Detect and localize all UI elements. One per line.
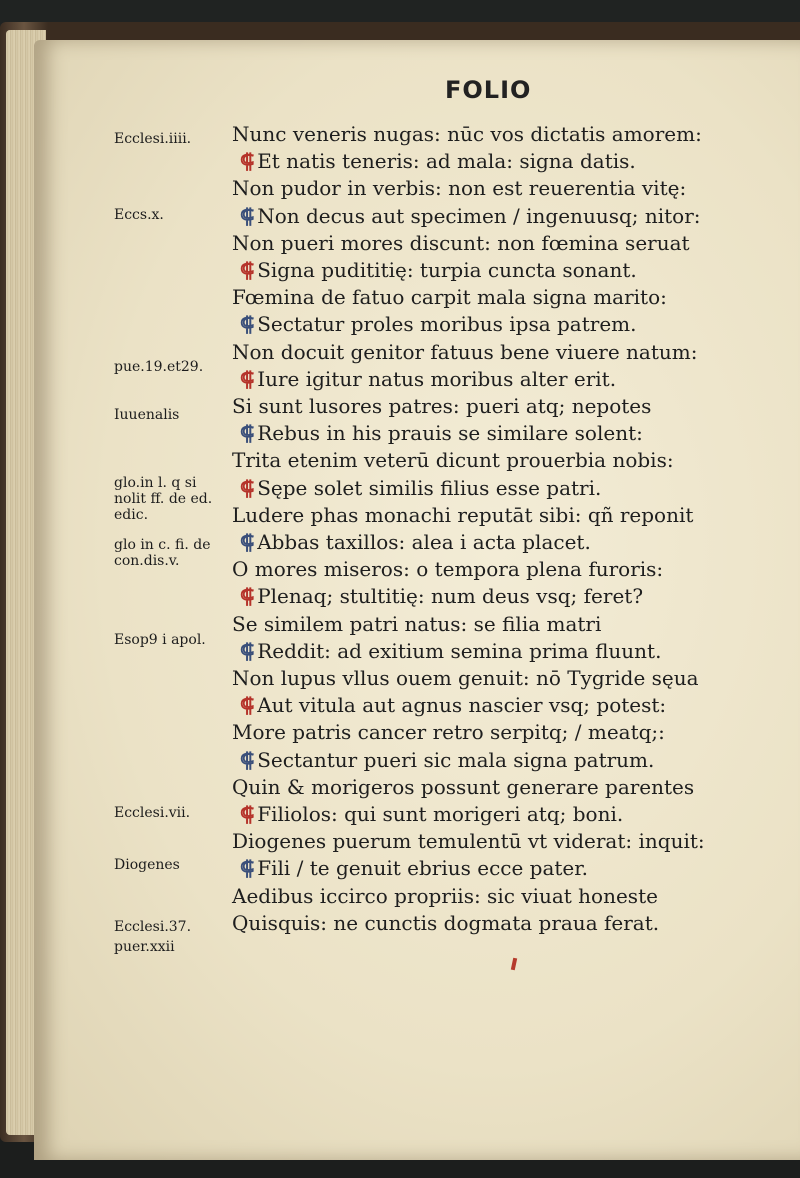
verse-line	[240, 202, 701, 230]
marginal-note: Ecclesi.vii.	[114, 805, 191, 821]
paragraph-mark-icon: ⸿	[240, 802, 255, 826]
paragraph-mark-icon: ⸿	[240, 204, 255, 228]
marginal-note: Esop9 i apol.	[114, 632, 206, 648]
verse-line	[240, 582, 643, 610]
verse-line	[232, 120, 702, 148]
verse-line	[232, 773, 694, 801]
verse-text: Abbas taxillos: alea i acta placet.	[257, 530, 591, 554]
paragraph-mark-icon: ⸿	[240, 530, 255, 554]
verse-text: Diogenes puerum temulentū vt viderat: inquit:	[232, 829, 705, 853]
verse-line	[232, 882, 658, 910]
marginal-note: puer.xxii	[114, 939, 175, 955]
verse-line	[232, 446, 674, 474]
verse-line	[240, 365, 616, 393]
paragraph-mark-icon: ⸿	[240, 476, 255, 500]
verse-text: Fœmina de fatuo carpit mala signa marito:	[232, 285, 667, 309]
verse-text: Ludere phas monachi reputāt sibi: qñ reponit	[232, 503, 694, 527]
marginal-note: glo in c. fi. de	[114, 537, 211, 553]
verse-line	[240, 528, 591, 556]
verse-text: Si sunt lusores patres: pueri atq; nepotes	[232, 394, 652, 418]
verse-text: Trita etenim veterū dicunt prouerbia nobis:	[232, 448, 674, 472]
paragraph-mark-icon: ⸿	[240, 367, 255, 391]
verse-text: Fili / te genuit ebrius ecce pater.	[257, 856, 588, 880]
marginal-note: Eccs.x.	[114, 207, 164, 223]
paragraph-mark-icon: ⸿	[240, 258, 255, 282]
paragraph-mark-icon: ⸿	[240, 312, 255, 336]
verse-text: Quisquis: ne cunctis dogmata praua ferat.	[232, 911, 660, 935]
marginal-note: Diogenes	[114, 857, 180, 873]
verse-line	[240, 854, 588, 882]
paragraph-mark-icon: ⸿	[240, 584, 255, 608]
marginal-note: Ecclesi.iiii.	[114, 131, 192, 147]
verse-line	[240, 147, 636, 175]
verse-line	[232, 909, 659, 937]
verse-text: Rebus in his prauis se similare solent:	[257, 421, 643, 445]
verse-text: Quin & morigeros possunt generare parentes	[232, 775, 695, 799]
verse-line	[232, 664, 699, 692]
marginal-note: pue.19.et29.	[114, 359, 204, 375]
verse-text: Reddit: ad exitium semina prima fluunt.	[257, 639, 662, 663]
verse-text: Sępe solet similis filius esse patri.	[257, 476, 602, 500]
verse-text: Signa pudititię: turpia cuncta sonant.	[257, 258, 637, 282]
page-header-folio: FOLIO	[445, 76, 532, 104]
verse-line	[240, 419, 643, 447]
verse-line	[240, 474, 601, 502]
verse-line	[240, 637, 661, 665]
verse-line	[240, 746, 654, 774]
verse-text: Et natis teneris: ad mala: signa datis.	[257, 149, 636, 173]
paragraph-mark-icon: ⸿	[240, 639, 255, 663]
marginal-note: glo.in l. q si	[114, 475, 197, 491]
paragraph-mark-icon: ⸿	[240, 748, 255, 772]
verse-text: Aedibus iccirco propriis: sic viuat honeste	[232, 884, 658, 908]
verse-text: O mores miseros: o tempora plena furoris:	[232, 557, 664, 581]
verse-line	[232, 392, 651, 420]
verse-text: More patris cancer retro serpitq; / meatq;:	[232, 720, 665, 744]
marginal-note: edic.	[114, 507, 149, 523]
verse-text: Non pueri mores discunt: non fœmina seruat	[232, 231, 690, 255]
paragraph-mark-icon: ⸿	[240, 149, 255, 173]
marginal-note: Ecclesi.37.	[114, 919, 192, 935]
verse-text: Sectatur proles moribus ipsa patrem.	[257, 312, 637, 336]
verse-line	[232, 555, 663, 583]
verse-text: Nunc veneris nugas: nūc vos dictatis amorem:	[232, 122, 702, 146]
verse-line	[232, 338, 697, 366]
verse-text: Se similem patri natus: se filia matri	[232, 612, 602, 636]
marginal-note: nolit ff. de ed.	[114, 491, 213, 507]
verse-text: Non pudor in verbis: non est reuerentia vitę:	[232, 176, 687, 200]
verse-line	[232, 501, 693, 529]
paragraph-mark-icon: ⸿	[240, 856, 255, 880]
verse-line	[232, 718, 665, 746]
verse-text: Non docuit genitor fatuus bene viuere natum:	[232, 340, 698, 364]
verse-text: Non decus aut specimen / ingenuusq; nitor:	[257, 204, 701, 228]
paragraph-mark-icon: ⸿	[240, 693, 255, 717]
verse-line	[240, 691, 666, 719]
verse-line	[232, 229, 690, 257]
verse-text: Filiolos: qui sunt morigeri atq; boni.	[257, 802, 624, 826]
verse-line	[240, 800, 623, 828]
verse-line	[232, 174, 686, 202]
verse-line	[232, 610, 601, 638]
verse-text: Plenaq; stultitię: num deus vsq; feret?	[257, 584, 644, 608]
verse-line	[232, 283, 667, 311]
verse-text: Sectantur pueri sic mala signa patrum.	[257, 748, 655, 772]
verse-line	[232, 827, 705, 855]
verse-text: Non lupus vllus ouem genuit: nō Tygride sęua	[232, 666, 699, 690]
paragraph-mark-icon: ⸿	[240, 421, 255, 445]
verse-text: Iure igitur natus moribus alter erit.	[257, 367, 617, 391]
marginal-note: con.dis.v.	[114, 553, 180, 569]
verse-line	[240, 310, 636, 338]
verse-line	[240, 256, 637, 284]
marginal-note: Iuuenalis	[114, 407, 180, 423]
verse-text: Aut vitula aut agnus nascier vsq; potest:	[257, 693, 667, 717]
